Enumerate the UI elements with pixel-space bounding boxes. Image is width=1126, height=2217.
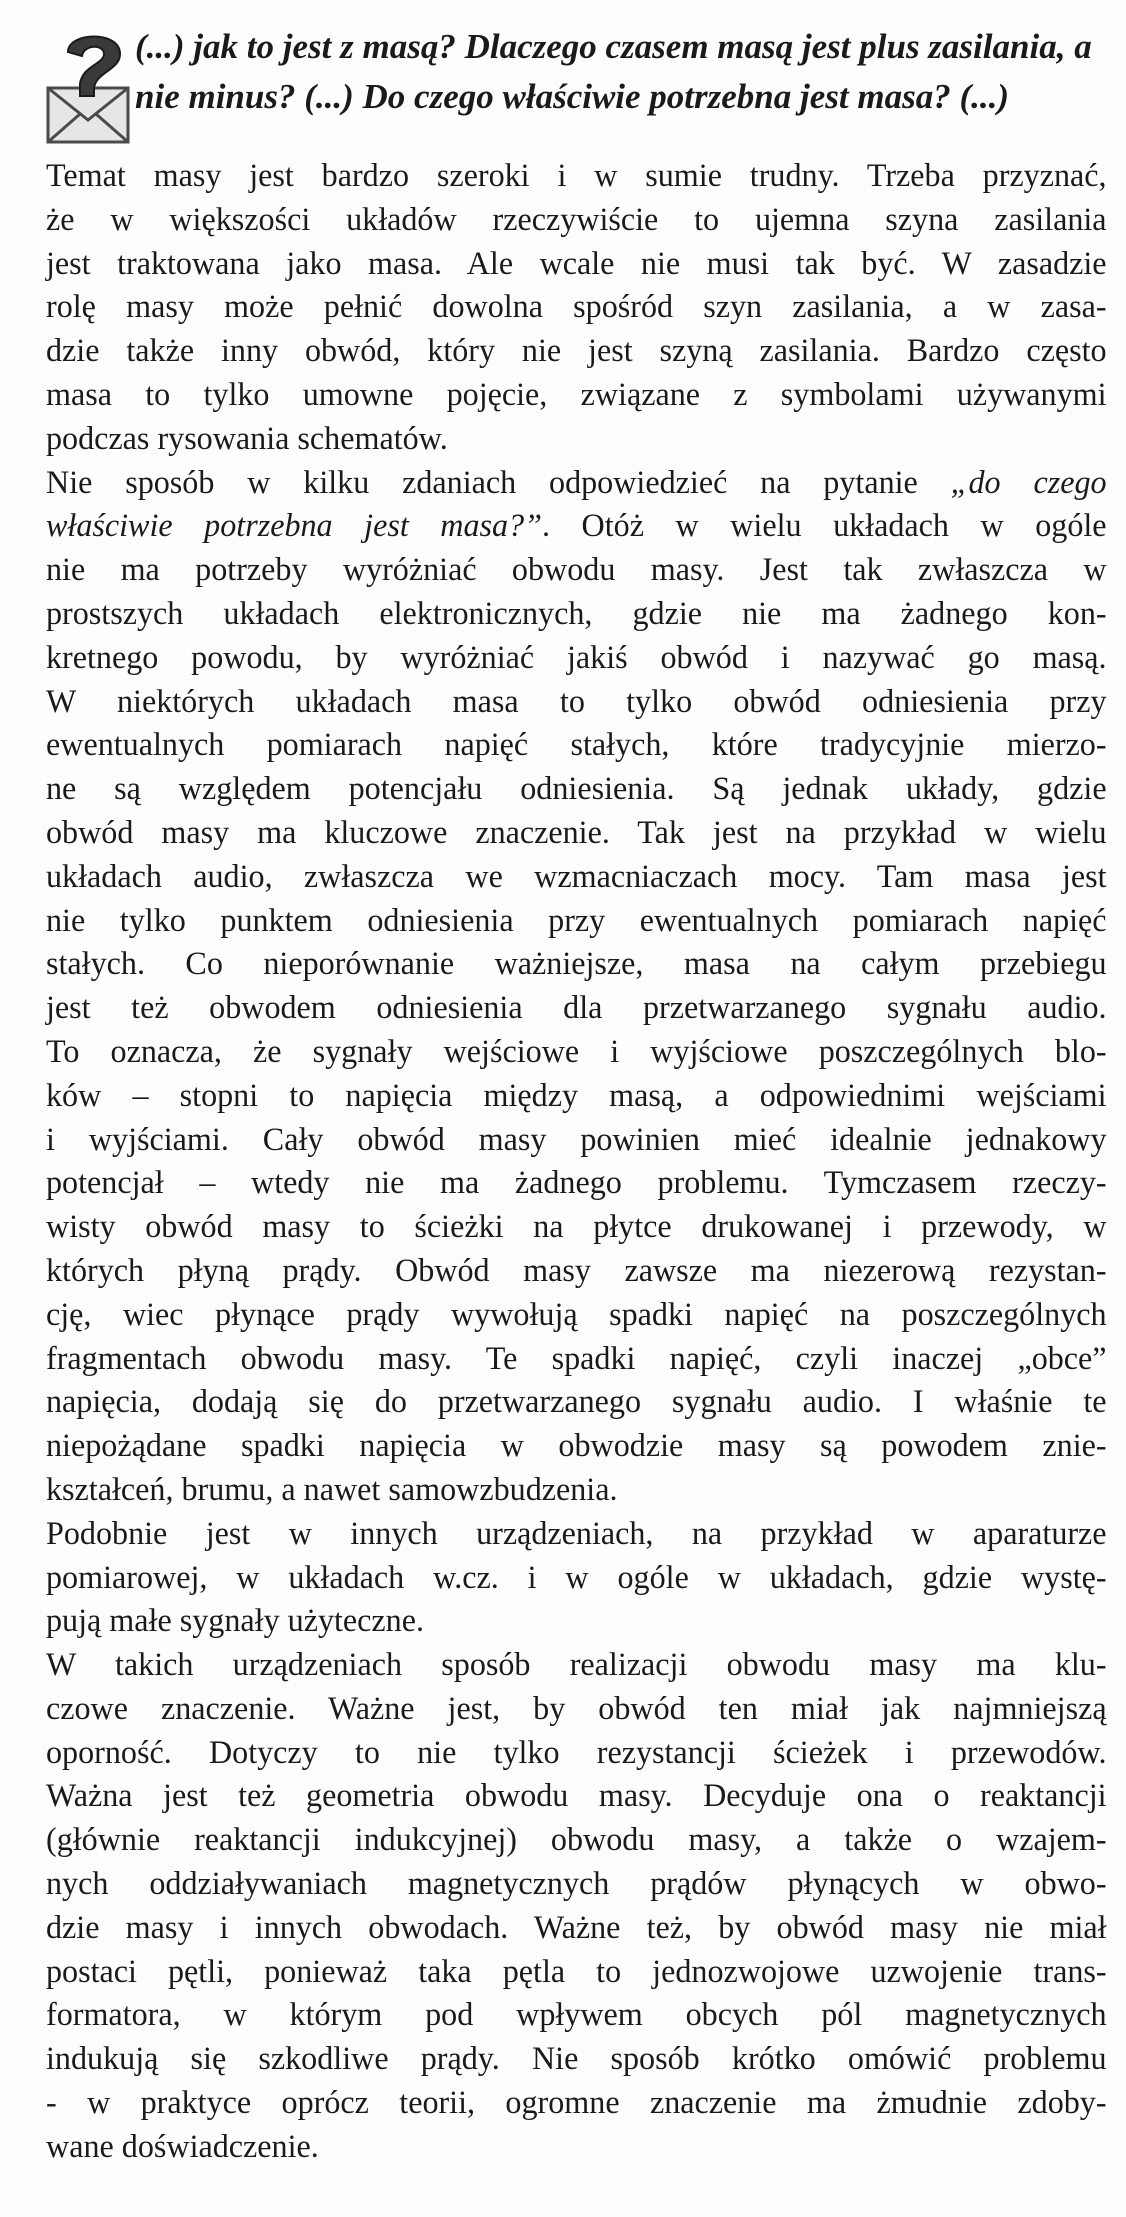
text-line [46, 1775, 1107, 1819]
text-span: ne są względem potencjału odniesienia. Są jednak układy, gdzie [46, 771, 1107, 808]
text-span: dzie także inny obwód, który nie jest szyną zasilania. Bardzo często [46, 333, 1107, 370]
text-span: pują małe sygnały użyteczne. [46, 1603, 425, 1640]
text-line [46, 1381, 1107, 1425]
text-line [46, 1206, 1107, 1250]
text-line [46, 637, 1107, 681]
text-span: pomiarowej, w układach w.cz. i w ogóle w układach, gdzie wystę- [46, 1559, 1107, 1596]
text-line [46, 1732, 1107, 1776]
reader-question: (...) jak to jest z masą? Dlaczego czasem masą jest plus zasilania, a nie minus? (...) Do czego właściwie potrzebna jest masa? (...) [135, 27, 1092, 116]
text-line [46, 1600, 1107, 1644]
text-line [46, 1469, 1107, 1513]
text-span: napięcia, dodają się do przetwarzanego sygnału audio. I właśnie te [46, 1384, 1107, 1421]
text-span: oporność. Dotyczy to nie tylko rezystancji ścieżek i przewodów. [46, 1734, 1107, 1771]
text-span: których płyną prądy. Obwód masy zawsze ma niezerową rezystan- [46, 1252, 1107, 1289]
text-span: wane doświadczenie. [46, 2128, 319, 2165]
text-span: ków – stopni to napięcia między masą, a odpowiednimi wejściami [46, 1077, 1107, 1114]
text-span: postaci pętli, ponieważ taka pętla to jednozwojowe uzwojenie trans- [46, 1953, 1107, 1990]
text-line [46, 1250, 1107, 1294]
text-span: obwód masy ma kluczowe znaczenie. Tak jest na przykład w wielu [46, 814, 1107, 851]
text-line [46, 549, 1107, 593]
text-span: i wyjściami. Cały obwód masy powinien mieć idealnie jednakowy [46, 1121, 1107, 1158]
text-line [46, 1338, 1107, 1382]
text-span: podczas rysowania schematów. [46, 420, 448, 457]
text-line [46, 155, 1107, 199]
text-line [46, 768, 1107, 812]
text-line [46, 462, 1107, 506]
text-line [46, 943, 1107, 987]
text-span: - w praktyce oprócz teorii, ogromne znaczenie ma żmudnie zdoby- [46, 2085, 1107, 2122]
text-span: To oznacza, że sygnały wejściowe i wyjściowe poszczególnych blo- [46, 1033, 1107, 1070]
text-line [46, 2082, 1107, 2126]
text-line [46, 987, 1107, 1031]
text-line [46, 374, 1107, 418]
text-line [46, 1162, 1107, 1206]
text-span: W takich urządzeniach sposób realizacji obwodu masy ma klu- [46, 1647, 1107, 1684]
text-span: Temat masy jest bardzo szeroki i w sumie trudny. Trzeba przyznać, [46, 158, 1107, 194]
text-span: nie ma potrzeby wyróżniać obwodu masy. Jest tak zwłaszcza w [46, 552, 1107, 589]
text-line [46, 1907, 1107, 1951]
text-span: jest traktowana jako masa. Ale wcale nie musi tak być. W zasadzie [46, 245, 1107, 282]
text-span: dzie masy i innych obwodach. Ważne też, by obwód masy nie miał [46, 1909, 1107, 1946]
text-span: Ważna jest też geometria obwodu masy. Decyduje ona o reaktancji [46, 1778, 1107, 1815]
text-span: masa to tylko umowne pojęcie, związane z symbolami używanymi [46, 376, 1107, 413]
answer-body [46, 155, 1107, 2170]
text-span: (głównie reaktancji indukcyjnej) obwodu masy, a także o wzajem- [46, 1822, 1107, 1859]
question-mail-icon [46, 26, 138, 146]
text-span: W niektórych układach masa to tylko obwód odniesienia przy [46, 683, 1107, 720]
text-span: układach audio, zwłaszcza we wzmacniaczach mocy. Tam masa jest [46, 858, 1107, 895]
text-line [46, 1425, 1107, 1469]
text-span: formatora, w którym pod wpływem obcych pól magnetycznych [46, 1997, 1107, 2034]
text-span: prostszych układach elektronicznych, gdzie nie ma żadnego kon- [46, 595, 1107, 632]
italic-span: „do czego [950, 464, 1107, 501]
text-span: indukują się szkodliwe prądy. Nie sposób krótko omówić problemu [46, 2041, 1107, 2078]
text-span: cję, wiec płynące prądy wywołują spadki napięć na poszczególnych [46, 1296, 1107, 1333]
italic-span: właściwie potrzebna jest masa?” [46, 508, 542, 545]
text-line [46, 1819, 1107, 1863]
text-span: czowe znaczenie. Ważne jest, by obwód ten miał jak najmniejszą [46, 1690, 1107, 1727]
text-span: Nie sposób w kilku zdaniach odpowiedzieć na pytanie [46, 464, 951, 501]
text-line [46, 1994, 1107, 2038]
text-line [46, 1075, 1107, 1119]
text-span: niepożądane spadki napięcia w obwodzie masy są powodem znie- [46, 1428, 1107, 1465]
text-span: wisty obwód masy to ścieżki na płytce drukowanej i przewody, w [46, 1209, 1107, 1246]
text-line [46, 330, 1107, 374]
text-line [46, 856, 1107, 900]
text-line [46, 418, 1107, 462]
text-line [46, 1644, 1107, 1688]
text-line [46, 243, 1107, 287]
text-line [46, 593, 1107, 637]
text-span: nych oddziaływaniach magnetycznych prądów płynących w obwo- [46, 1866, 1107, 1903]
text-line [46, 2126, 1107, 2170]
text-span: ewentualnych pomiarach napięć stałych, które tradycyjnie mierzo- [46, 727, 1107, 764]
text-line [46, 900, 1107, 944]
text-span: kształceń, brumu, a nawet samowzbudzenia. [46, 1471, 618, 1508]
text-line [46, 812, 1107, 856]
text-span: stałych. Co nieporównanie ważniejsze, masa na całym przebiegu [46, 946, 1107, 983]
text-line [46, 1119, 1107, 1163]
text-span: potencjał – wtedy nie ma żadnego problemu. Tymczasem rzeczy- [46, 1165, 1107, 1202]
text-span: że w większości układów rzeczywiście to ujemna szyna zasilania [46, 201, 1107, 238]
text-line [46, 1863, 1107, 1907]
text-span: jest też obwodem odniesienia dla przetwarzanego sygnału audio. [46, 990, 1107, 1027]
text-span: rolę masy może pełnić dowolna spośród szyn zasilania, a w zasa- [46, 289, 1107, 326]
text-span: Podobnie jest w innych urządzeniach, na przykład w aparaturze [46, 1515, 1107, 1552]
text-line [46, 286, 1107, 330]
text-line [46, 1294, 1107, 1338]
text-line [46, 681, 1107, 725]
text-span: nie tylko punktem odniesienia przy ewentualnych pomiarach napięć [46, 902, 1107, 939]
text-line [46, 1513, 1107, 1557]
text-line [46, 1951, 1107, 1995]
text-line [46, 1688, 1107, 1732]
text-line [46, 505, 1107, 549]
text-line [46, 724, 1107, 768]
text-span: fragmentach obwodu masy. Te spadki napięć, czyli inaczej „obce” [46, 1340, 1107, 1377]
text-line [46, 2038, 1107, 2082]
text-span: kretnego powodu, by wyróżniać jakiś obwód i nazywać go masą. [46, 639, 1107, 676]
text-line [46, 199, 1107, 243]
text-line [46, 1031, 1107, 1075]
text-line [46, 1557, 1107, 1601]
text-span: . Otóż w wielu układach w ogóle [541, 508, 1107, 545]
